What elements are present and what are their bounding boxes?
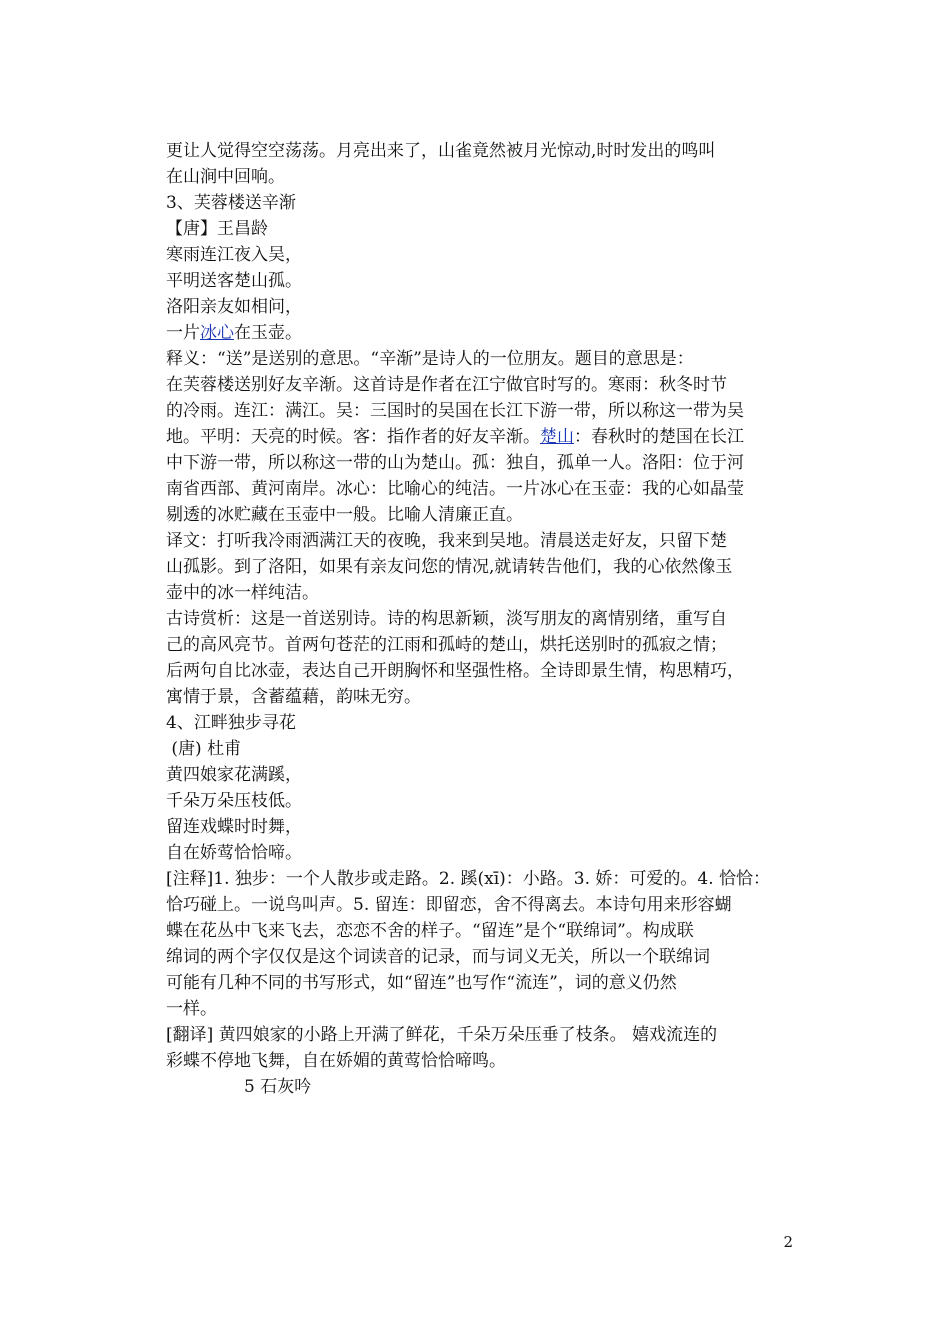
text-line: 南省西部、黄河南岸。冰心：比喻心的纯洁。一片冰心在玉壶：我的心如晶莹	[166, 479, 744, 499]
document-body	[166, 138, 806, 1100]
text-line: [翻译] 黄四娘家的小路上开满了鲜花，千朵万朵压垂了枝条。 嬉戏流连的	[166, 1025, 718, 1045]
section-heading: 4、江畔独步寻花	[166, 713, 296, 733]
text-line: 更让人觉得空空荡荡。月亮出来了，山雀竟然被月光惊动,时时发出的鸣叫	[166, 141, 716, 161]
poem-line: 黄四娘家花满蹊，	[166, 765, 302, 785]
text-line: 译文：打听我冷雨洒满江天的夜晚，我来到吴地。清晨送走好友，只留下楚	[166, 531, 727, 551]
text-segment: ：春秋时的楚国在长江	[574, 427, 744, 447]
text-segment: 在玉壶。	[234, 323, 302, 343]
section-heading: 5 石灰吟	[244, 1077, 312, 1097]
text-line: [注释]1. 独步：一个人散步或走路。2. 蹊(xī)：小路。3. 娇：可爱的。4. 恰恰：	[166, 869, 771, 889]
poem-line: 自在娇莺恰恰啼。	[166, 843, 302, 863]
text-segment: 地。平明：天亮的时候。客：指作者的好友辛渐。	[166, 427, 540, 447]
poem-line: 平明送客楚山孤。	[166, 271, 302, 291]
text-line: 中下游一带，所以称这一带的山为楚山。孤：独自，孤单一人。洛阳：位于河	[166, 453, 744, 473]
chushan-link[interactable]: 楚山	[540, 427, 574, 447]
poem-author: (唐) 杜甫	[166, 739, 242, 759]
poem-author: 【唐】王昌龄	[166, 219, 268, 239]
text-line: 的冷雨。连江：满江。吴：三国时的吴国在长江下游一带，所以称这一带为吴	[166, 401, 744, 421]
text-line: 绵词的两个字仅仅是这个词读音的记录，而与词义无关，所以一个联绵词	[166, 947, 710, 967]
poem-line	[166, 320, 806, 346]
text-line: 一样。	[166, 999, 217, 1019]
poem-line: 留连戏蝶时时舞，	[166, 817, 302, 837]
text-line: 蝶在花丛中飞来飞去，恋恋不舍的样子。“留连”是个“联绵词”。构成联	[166, 921, 694, 941]
text-line	[166, 424, 806, 450]
page-number: 2	[783, 1233, 793, 1251]
bingxin-link[interactable]: 冰心	[200, 323, 234, 343]
poem-line: 千朵万朵压枝低。	[166, 791, 302, 811]
text-line: 古诗赏析：这是一首送别诗。诗的构思新颖，淡写朋友的离情别绪，重写自	[166, 609, 727, 629]
text-segment: 一片	[166, 323, 200, 343]
section-heading: 3、芙蓉楼送辛渐	[166, 193, 296, 213]
poem-line: 洛阳亲友如相问，	[166, 297, 302, 317]
poem-line: 寒雨连江夜入吴，	[166, 245, 302, 265]
text-line: 在芙蓉楼送别好友辛渐。这首诗是作者在江宁做官时写的。寒雨：秋冬时节	[166, 375, 727, 395]
text-line: 后两句自比冰壶，表达自己开朗胸怀和坚强性格。全诗即景生情，构思精巧，	[166, 661, 744, 681]
text-line: 恰巧碰上。一说鸟叫声。5. 留连：即留恋，舍不得离去。本诗句用来形容蝴	[166, 895, 732, 915]
text-line: 山孤影。到了洛阳，如果有亲友问您的情况,就请转告他们，我的心依然像玉	[166, 557, 733, 577]
text-line: 寓情于景，含蓄蕴藉，韵味无穷。	[166, 687, 421, 707]
text-line: 剔透的冰贮藏在玉壶中一般。比喻人清廉正直。	[166, 505, 523, 525]
text-line: 可能有几种不同的书写形式，如“留连”也写作“流连”，词的意义仍然	[166, 973, 677, 993]
text-line: 彩蝶不停地飞舞，自在娇媚的黄莺恰恰啼鸣。	[166, 1051, 506, 1071]
text-line: 在山涧中回响。	[166, 167, 285, 187]
text-line: 释义：“送”是送别的意思。“辛渐”是诗人的一位朋友。题目的意思是：	[166, 349, 694, 369]
text-line: 己的高风亮节。首两句苍茫的江雨和孤峙的楚山，烘托送别时的孤寂之情；	[166, 635, 727, 655]
text-line: 壶中的冰一样纯洁。	[166, 583, 319, 603]
